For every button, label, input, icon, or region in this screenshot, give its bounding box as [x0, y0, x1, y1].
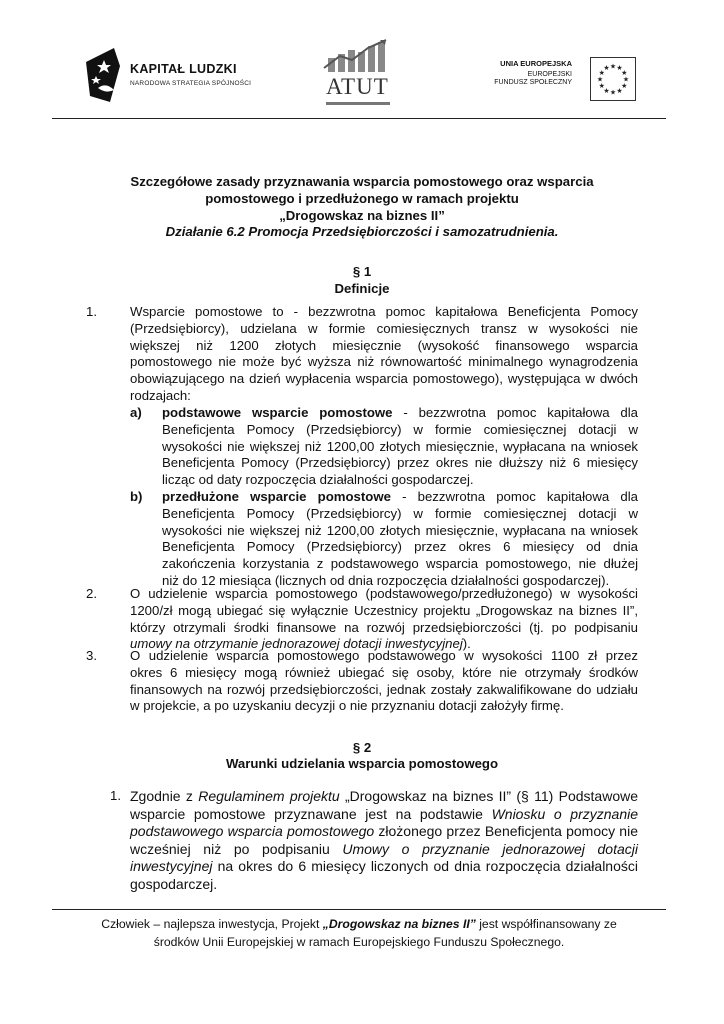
s1-item3-line: finansowych na rozwój przedsiębiorczości, jednak zostały zakwalifikowane do udziału	[130, 681, 638, 697]
s2-line	[130, 806, 638, 824]
s1-item2-line: którzy otrzymali środki finansowe na rozwój przedsiębiorczości (tj. po podpisaniu	[130, 619, 638, 635]
s2-text: na okres do 6 miesięcy liczonych od dnia rozpoczęcia działalności	[212, 858, 638, 875]
s1-item1-text	[130, 304, 638, 405]
s1-sub-b-first-rest: - bezzwrotna pomoc kapitałowa dla	[390, 489, 638, 504]
s2-italic: Regulaminem projektu	[198, 788, 340, 804]
s2-italic: podstawowego wsparcia pomostowego	[130, 823, 375, 840]
s1-sub-b-term: przedłużone wsparcie pomostowe	[162, 489, 391, 504]
s2-text: wcześniej niż po podpisaniu	[130, 840, 343, 857]
section-2-sign: § 2	[352, 740, 372, 755]
s1-sub-b-line: Beneficjenta Pomocy (Przedsiębiorcy) przez okres 6 miesięcy od dnia	[162, 539, 638, 555]
s2-item1-text	[130, 788, 638, 894]
title-line-4: Działanie 6.2 Promocja Przedsiębiorczości i samozatrudnienia.	[165, 224, 559, 240]
s1-sub-b-line: Beneficjenta Pomocy (Przedsiębiorcy) w formie comiesięcznej dotacji w	[162, 505, 638, 521]
s1-item2-last-rest: ).	[462, 636, 471, 652]
eu-logo-line1: UNIA EUROPEJSKA	[500, 59, 572, 68]
footer-line-2: środków Unii Europejskiej w ramach Europejskiego Funduszu Społecznego.	[153, 935, 565, 949]
s1-sub-a-line: wysokości nie większej niż 1200,00 złotych miesięcznie, wypłacana na wniosek	[162, 438, 638, 454]
s2-italic: inwestycyjnej	[130, 858, 213, 875]
eu-star-icon: ★	[621, 70, 628, 77]
s2-line	[130, 858, 638, 876]
s2-line	[130, 823, 638, 841]
s2-line	[130, 841, 638, 859]
footer-divider	[52, 909, 666, 910]
s2-text: „Drogowskaz na biznes II” (§ 11) Podstawowe	[339, 788, 638, 804]
s1-item2-line: O udzielenie wsparcia pomostowego (podstawowego/przedłużonego) w wysokości	[130, 586, 638, 601]
s2-text: wsparcie pomostowe przyznawane jest na podstawie	[130, 805, 492, 822]
s2-text: gospodarczej.	[130, 875, 218, 892]
footer-text: Człowiek – najlepsza inwestycja, Projekt	[101, 917, 323, 931]
kapital-ludzki-title: KAPITAŁ LUDZKI	[130, 62, 237, 76]
s1-sub-a-line: Beneficjenta Pomocy (Przedsiębiorcy) w formie comiesięcznej dotacji w	[162, 421, 638, 437]
title-line-2: pomostowego i przedłużonego w ramach projektu	[205, 190, 519, 206]
section-1-heading: Definicje	[334, 281, 390, 296]
s1-sub-b-line: niż do 12 miesiąca (licznych od dnia rozpoczęcia działalności gospodarczej).	[162, 572, 610, 588]
eu-logo-line2: EUROPEJSKI	[527, 71, 572, 78]
s2-item1-number: 1.	[110, 788, 121, 803]
s1-sub-a-line: licząc od daty rozpoczęcia działalności gospodarczej.	[162, 472, 474, 488]
kapital-ludzki-emblem-icon	[84, 46, 124, 104]
page-header	[0, 0, 724, 120]
s1-sub-b-line: zakończenia korzystania z podstawowego wsparcia pomostowego, nie dłużej	[162, 556, 638, 572]
s1-sub-b-text	[162, 489, 638, 590]
s1-sub-b-label: b)	[130, 489, 143, 504]
s1-sub-b-line: wysokości nie większej niż 1200,00 złotych miesięcznie, wypłacana na wniosek	[162, 522, 638, 538]
s1-sub-a-first-rest: - bezzwrotna pomoc kapitałowa dla	[392, 405, 638, 420]
s1-sub-a-first-line	[162, 405, 638, 422]
s1-item1-line: obowiązującego na dzień wypłacenia wsparcia pomostowego), występująca w dwóch	[130, 371, 638, 387]
s1-sub-a-line: Beneficjenta Pomocy (Przedsiębiorcy) przez okres nie dłuższy niż 6 miesięcy	[162, 455, 638, 471]
s2-line	[130, 788, 638, 806]
s2-text: złożonego przez Beneficjenta pomocy nie	[374, 823, 638, 840]
s1-item3-number: 3.	[86, 648, 97, 663]
footer-line-1	[52, 915, 666, 933]
s1-item1-number: 1.	[86, 304, 97, 319]
eu-star-icon: ★	[616, 87, 623, 95]
s1-item3-text	[130, 648, 638, 715]
section-1-sign: § 1	[352, 264, 372, 279]
eu-star-icon: ★	[609, 89, 617, 97]
page-footer	[52, 915, 666, 951]
header-divider	[52, 118, 666, 119]
s1-sub-a-label: a)	[130, 405, 142, 420]
atut-logo	[322, 38, 394, 108]
s1-sub-a-term: podstawowe wsparcie pomostowe	[162, 405, 393, 420]
footer-text: jest współfinansowany ze	[475, 917, 617, 931]
s1-item1-line: (Przedsiębiorcy), udzielana w formie comiesięcznych transz w wysokości nie	[130, 320, 638, 336]
s1-sub-b-first-line	[162, 489, 638, 506]
s2-line	[130, 876, 638, 894]
eu-star-icon: ★	[609, 63, 617, 71]
eu-star-icon: ★	[616, 65, 623, 73]
s1-item1-line: większej niż 1200 złotych miesięcznie (wysokość finansowego wsparcia	[130, 337, 638, 353]
footer-project-name: „Drogowskaz na biznes II”	[322, 917, 476, 931]
s1-item1-line: pomostowego nie może być wyższa niż równowartość minimalnego wynagrodzenia	[130, 354, 638, 370]
s1-item1-line: rodzajach:	[130, 387, 191, 403]
s1-item3-line: okres 6 miesięcy mogą również ubiegać się osoby, które nie otrzymały środków	[130, 664, 638, 680]
title-line-1: Szczegółowe zasady przyznawania wsparcia pomostowego oraz wsparcia	[130, 174, 594, 189]
atut-underline-icon	[322, 38, 394, 108]
eu-logo-text	[494, 59, 572, 86]
s1-item2-text	[130, 586, 638, 653]
section-2-heading: Warunki udzielania wsparcia pomostowego	[225, 756, 499, 771]
eu-star-icon: ★	[598, 83, 605, 90]
s1-sub-a-text	[162, 405, 638, 489]
s1-item1-line: Wsparcie pomostowe to - bezzwrotna pomoc kapitałowa Beneficjenta Pomocy	[130, 304, 638, 319]
s1-item2-number: 2.	[86, 586, 97, 601]
s2-text: Zgodnie z	[130, 788, 199, 804]
eu-star-icon: ★	[598, 70, 605, 77]
title-line-3: „Drogowskaz na biznes II”	[279, 207, 445, 223]
eu-star-icon: ★	[622, 76, 630, 84]
eu-flag-icon	[590, 57, 636, 101]
s2-italic: Wniosku o przyznanie	[491, 805, 639, 822]
eu-star-icon: ★	[603, 65, 610, 73]
eu-logo	[486, 57, 636, 103]
s2-italic: Umowy o przyznanie jednorazowej dotacji	[342, 840, 638, 857]
kapital-ludzki-logo	[84, 46, 274, 108]
document-title	[92, 174, 632, 241]
eu-star-icon: ★	[596, 76, 604, 84]
s1-item3-line: w projekcie, a po uzyskaniu decyzji o nie przyznaniu dotacji założyły firmę.	[130, 698, 564, 714]
eu-star-icon: ★	[603, 87, 610, 95]
s1-item2-line: 1200/zł mogą ubiegać się wyłącznie Uczestnicy projektu „Drogowskaz na biznes II”,	[130, 602, 638, 618]
s1-item2-italic: umowy na otrzymanie jednorazowej dotacji inwestycyjnej	[130, 636, 463, 652]
s1-item3-line: O udzielenie wsparcia pomostowego podstawowego w wysokości 1100 zł przez	[130, 648, 638, 663]
kapital-ludzki-subtitle: NARODOWA STRATEGIA SPÓJNOŚCI	[130, 80, 252, 87]
eu-star-icon: ★	[621, 83, 628, 90]
atut-logo-text: ATUT	[326, 74, 389, 99]
eu-logo-line3: FUNDUSZ SPOŁECZNY	[494, 79, 572, 86]
